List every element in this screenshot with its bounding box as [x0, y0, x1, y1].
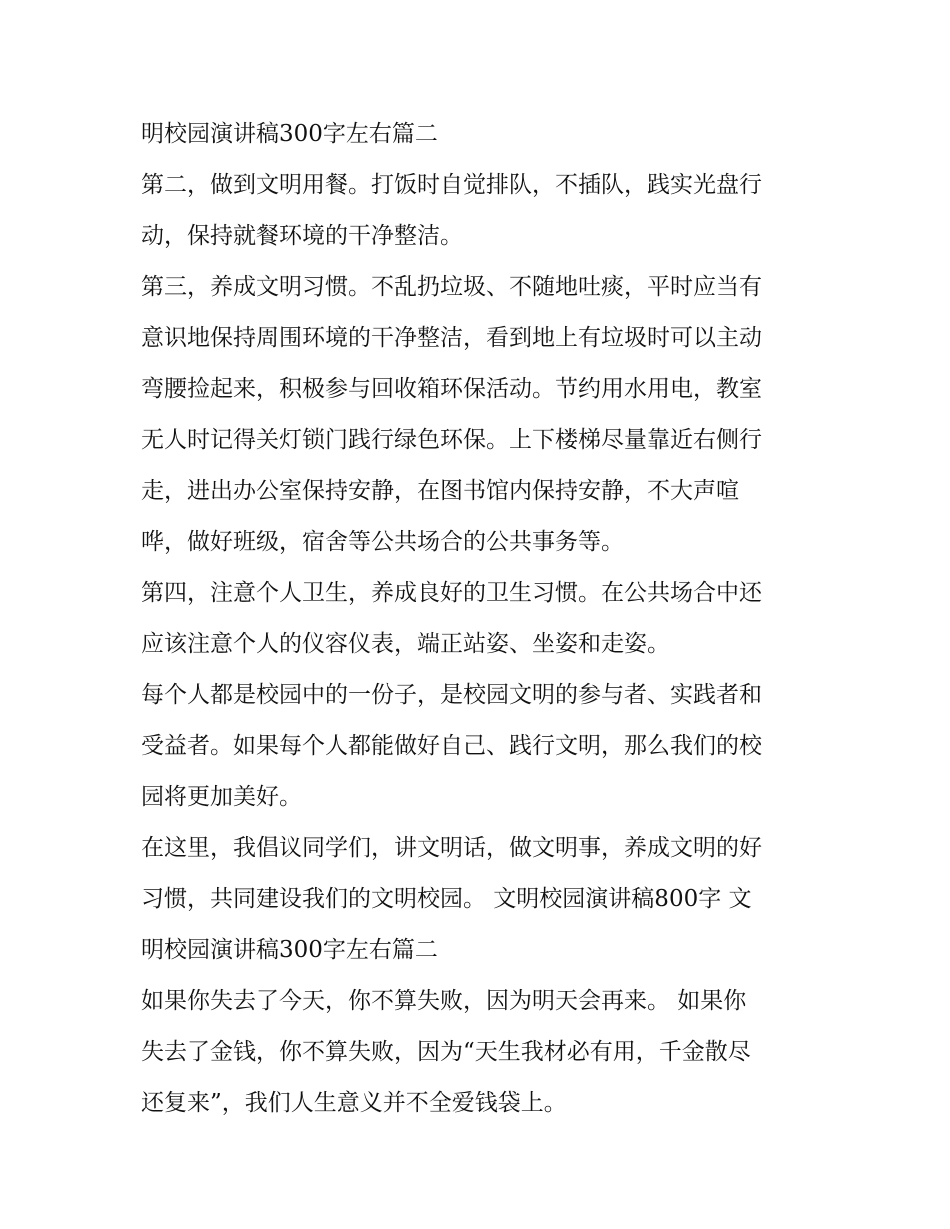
text-line: 受益者。如果每个人都能做好自己、践行文明，那么我们的校 — [141, 733, 762, 759]
text-line: 第三，养成文明习惯。不乱扔垃圾、不随地吐痰，平时应当有 — [141, 274, 762, 300]
text-line: 在这里，我倡议同学们，讲文明话，做文明事，养成文明的好 — [141, 835, 762, 861]
text-line: 园将更加美好。 — [141, 784, 302, 810]
text-line: 意识地保持周围环境的干净整洁，看到地上有垃圾时可以主动 — [141, 325, 762, 351]
text-line: 无人时记得关灯锁门践行绿色环保。上下楼梯尽量靠近右侧行 — [141, 427, 762, 453]
text-line: 每个人都是校园中的一份子，是校园文明的参与者、实践者和 — [141, 682, 762, 708]
text-line: 明校园演讲稿300字左右篇二 — [141, 937, 438, 963]
text-line: 哗，做好班级，宿舍等公共场合的公共事务等。 — [141, 529, 624, 555]
text-line: 失去了金钱，你不算失败，因为“天生我材必有用，千金散尽 — [141, 1039, 751, 1065]
text-line: 习惯，共同建设我们的文明校园。 文明校园演讲稿800字 文 — [141, 886, 752, 912]
text-line: 走，进出办公室保持安静，在图书馆内保持安静，不大声喧 — [141, 478, 739, 504]
text-line: 弯腰捡起来，积极参与回收箱环保活动。节约用水用电，教室 — [141, 376, 762, 402]
text-line: 如果你失去了今天，你不算失败，因为明天会再来。 如果你 — [141, 988, 747, 1014]
document-body — [141, 109, 821, 1129]
text-line: 还复来”，我们人生意义并不全爱钱袋上。 — [141, 1090, 567, 1116]
text-line: 第四，注意个人卫生，养成良好的卫生习惯。在公共场合中还 — [141, 580, 762, 606]
text-line-heading-continued: 明校园演讲稿300字左右篇二 — [141, 121, 438, 147]
text-line: 第二，做到文明用餐。打饭时自觉排队，不插队，践实光盘行 — [141, 172, 762, 198]
text-line: 动，保持就餐环境的干净整洁。 — [141, 223, 463, 249]
text-line: 应该注意个人的仪容仪表，端正站姿、坐姿和走姿。 — [141, 631, 670, 657]
